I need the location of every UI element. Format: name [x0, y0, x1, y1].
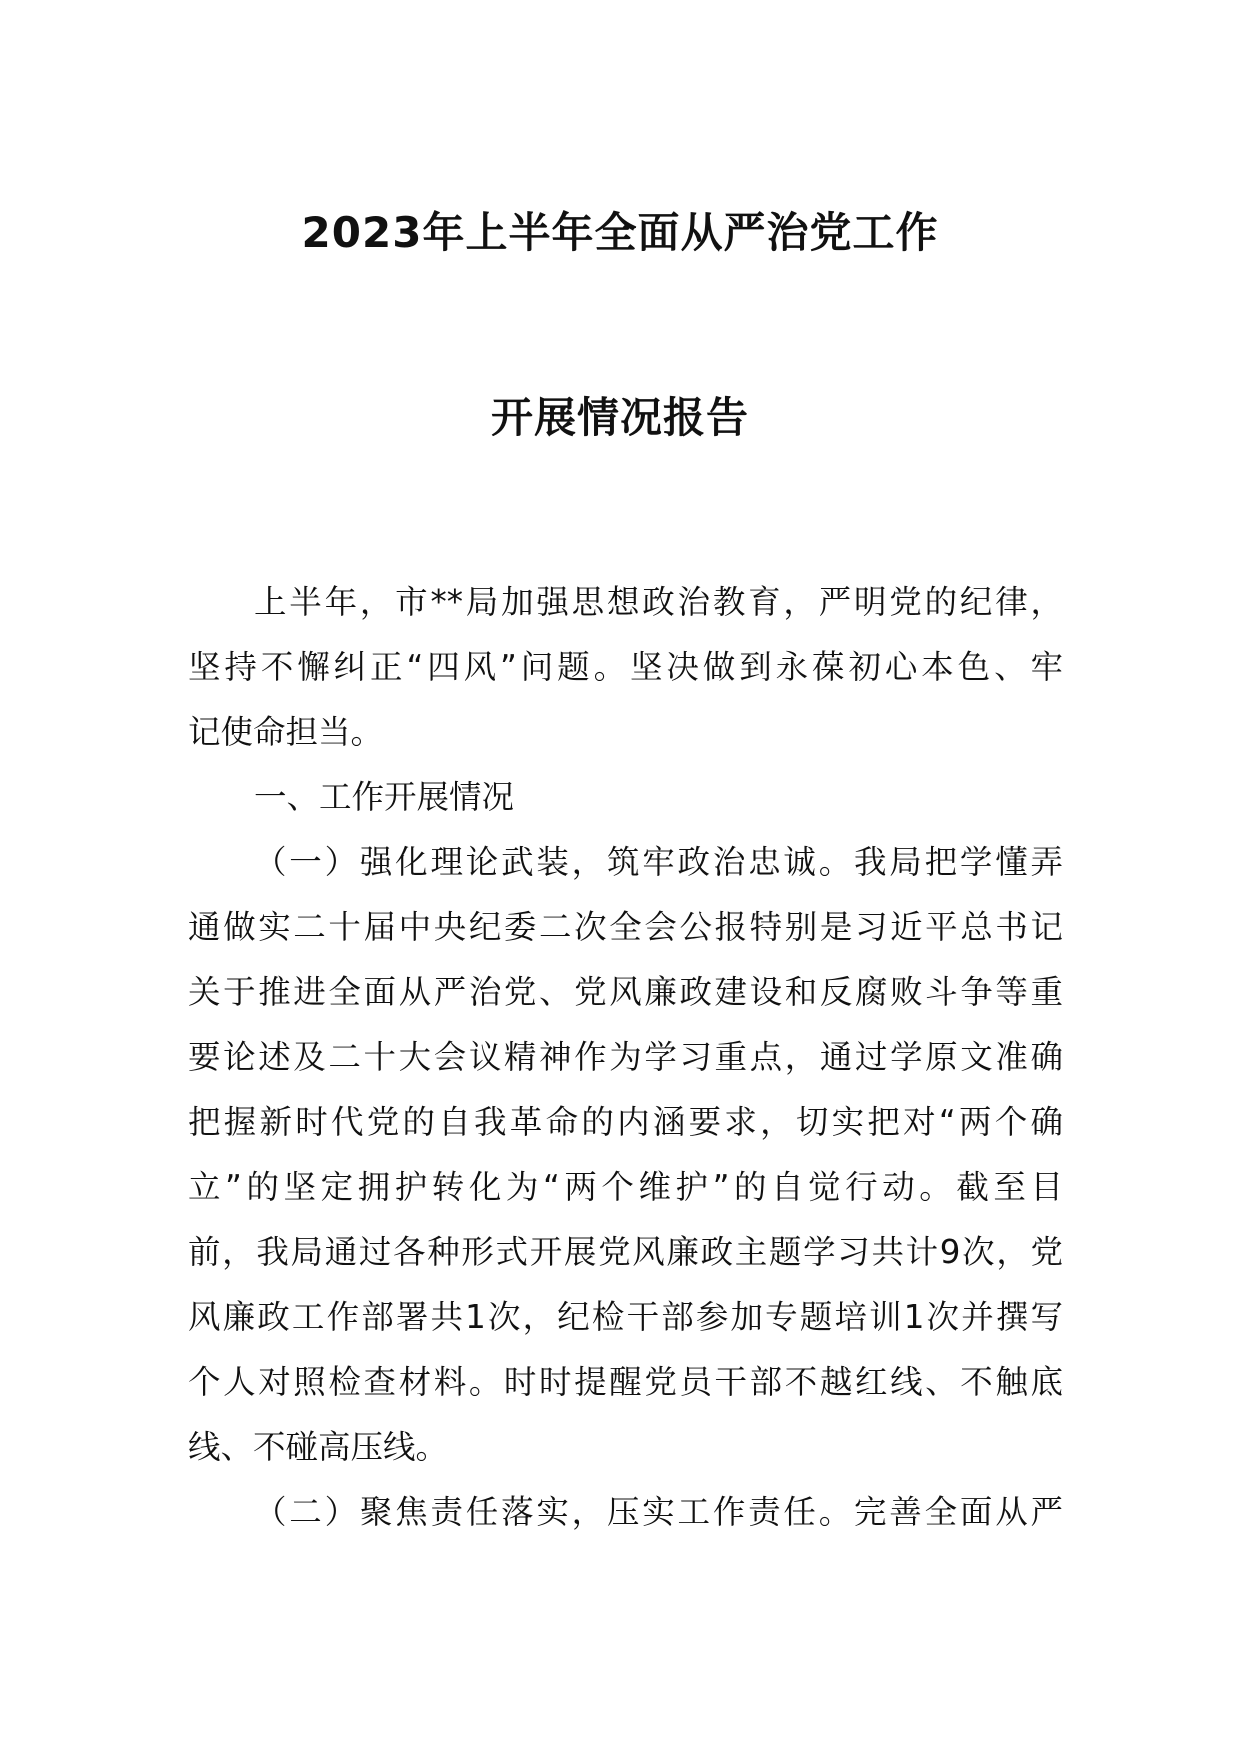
paragraph-line: 关于推进全面从严治党、党风廉政建设和反腐败斗争等重 [188, 973, 1063, 1011]
paragraph-line: 要论述及二十大会议精神作为学习重点，通过学原文准确 [188, 1038, 1063, 1076]
paragraph-line: 个人对照检查材料。时时提醒党员干部不越红线、不触底 [188, 1363, 1063, 1401]
paragraph-line: （一）强化理论武装，筑牢政治忠诚。我局把学懂弄 [254, 843, 1063, 881]
paragraph-line: （二）聚焦责任落实，压实工作责任。完善全面从严 [254, 1493, 1063, 1531]
paragraph-line: 通做实二十届中央纪委二次全会公报特别是习近平总书记 [188, 908, 1063, 946]
paragraph-line: 上半年，市**局加强思想政治教育，严明党的纪律， [254, 583, 1063, 621]
paragraph-line: 前，我局通过各种形式开展党风廉政主题学习共计9次，党 [188, 1233, 1063, 1271]
paragraph-line: 把握新时代党的自我革命的内涵要求，切实把对“两个确 [188, 1103, 1063, 1141]
paragraph-line: 风廉政工作部署共1次，纪检干部参加专题培训1次并撰写 [188, 1298, 1063, 1336]
paragraph-line: 线、不碰高压线。 [188, 1428, 449, 1466]
section-heading: 一、工作开展情况 [254, 778, 515, 816]
document-title-line-1: 2023年上半年全面从严治党工作 [301, 208, 939, 257]
paragraph-line: 立”的坚定拥护转化为“两个维护”的自觉行动。截至目 [188, 1168, 1063, 1206]
paragraph-line: 坚持不懈纠正“四风”问题。坚决做到永葆初心本色、牢 [188, 648, 1063, 686]
paragraph-line: 记使命担当。 [188, 713, 384, 751]
document-body [188, 570, 1063, 1545]
document-title-line-2: 开展情况报告 [490, 393, 749, 442]
